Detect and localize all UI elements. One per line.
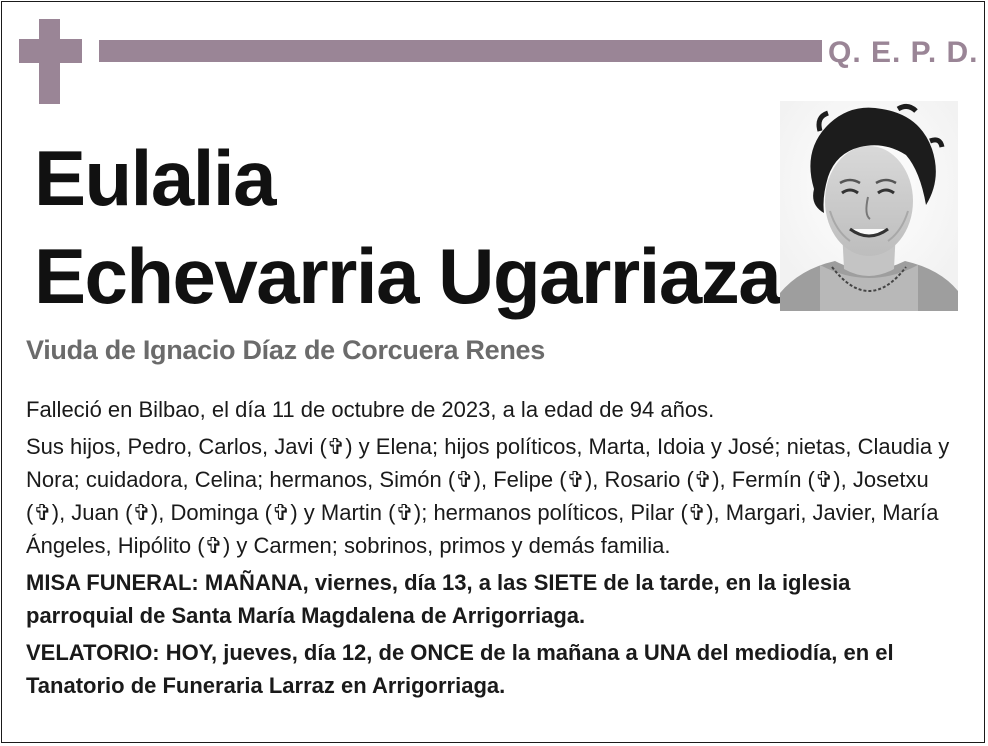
obituary-body [26, 393, 956, 702]
widow-subtitle: Viuda de Ignacio Díaz de Corcuera Renes [26, 335, 545, 365]
cross-icon-bar [19, 39, 82, 63]
qepd-label: Q. E. P. D. [828, 36, 979, 69]
header-rule [99, 40, 822, 62]
portrait-photo [780, 101, 958, 311]
deceased-surnames: Echevarria Ugarriaza [34, 232, 781, 320]
obituary-card [1, 1, 985, 743]
funeral-mass: MISA FUNERAL: MAÑANA, viernes, día 13, a las SIETE de la tarde, en la iglesia parroquial de Santa María Magdalena de Arrigorriaga. [26, 570, 851, 628]
family-list: Sus hijos, Pedro, Carlos, Javi (✞) y Elena; hijos políticos, Marta, Idoia y José; nietas, Claudia y Nora; cuidadora, Celina; hermanos, Simón (✞), Felipe (✞), Rosario (✞), Fermín (✞), Josetxu (✞), Juan (✞), Dominga (✞) y Martin (✞); hermanos políticos, Pilar (✞), Margari, Javier, María Ángeles, Hipólito (✞) y Carmen; sobrinos, primos y demás familia. [26, 434, 950, 558]
deceased-first-name: Eulalia [34, 134, 275, 222]
wake-info: VELATORIO: HOY, jueves, día 12, de ONCE de la mañana a UNA del mediodía, en el Tanatorio de Funeraria Larraz en Arrigorriaga. [26, 640, 894, 698]
death-notice: Falleció en Bilbao, el día 11 de octubre de 2023, a la edad de 94 años. [26, 397, 715, 422]
